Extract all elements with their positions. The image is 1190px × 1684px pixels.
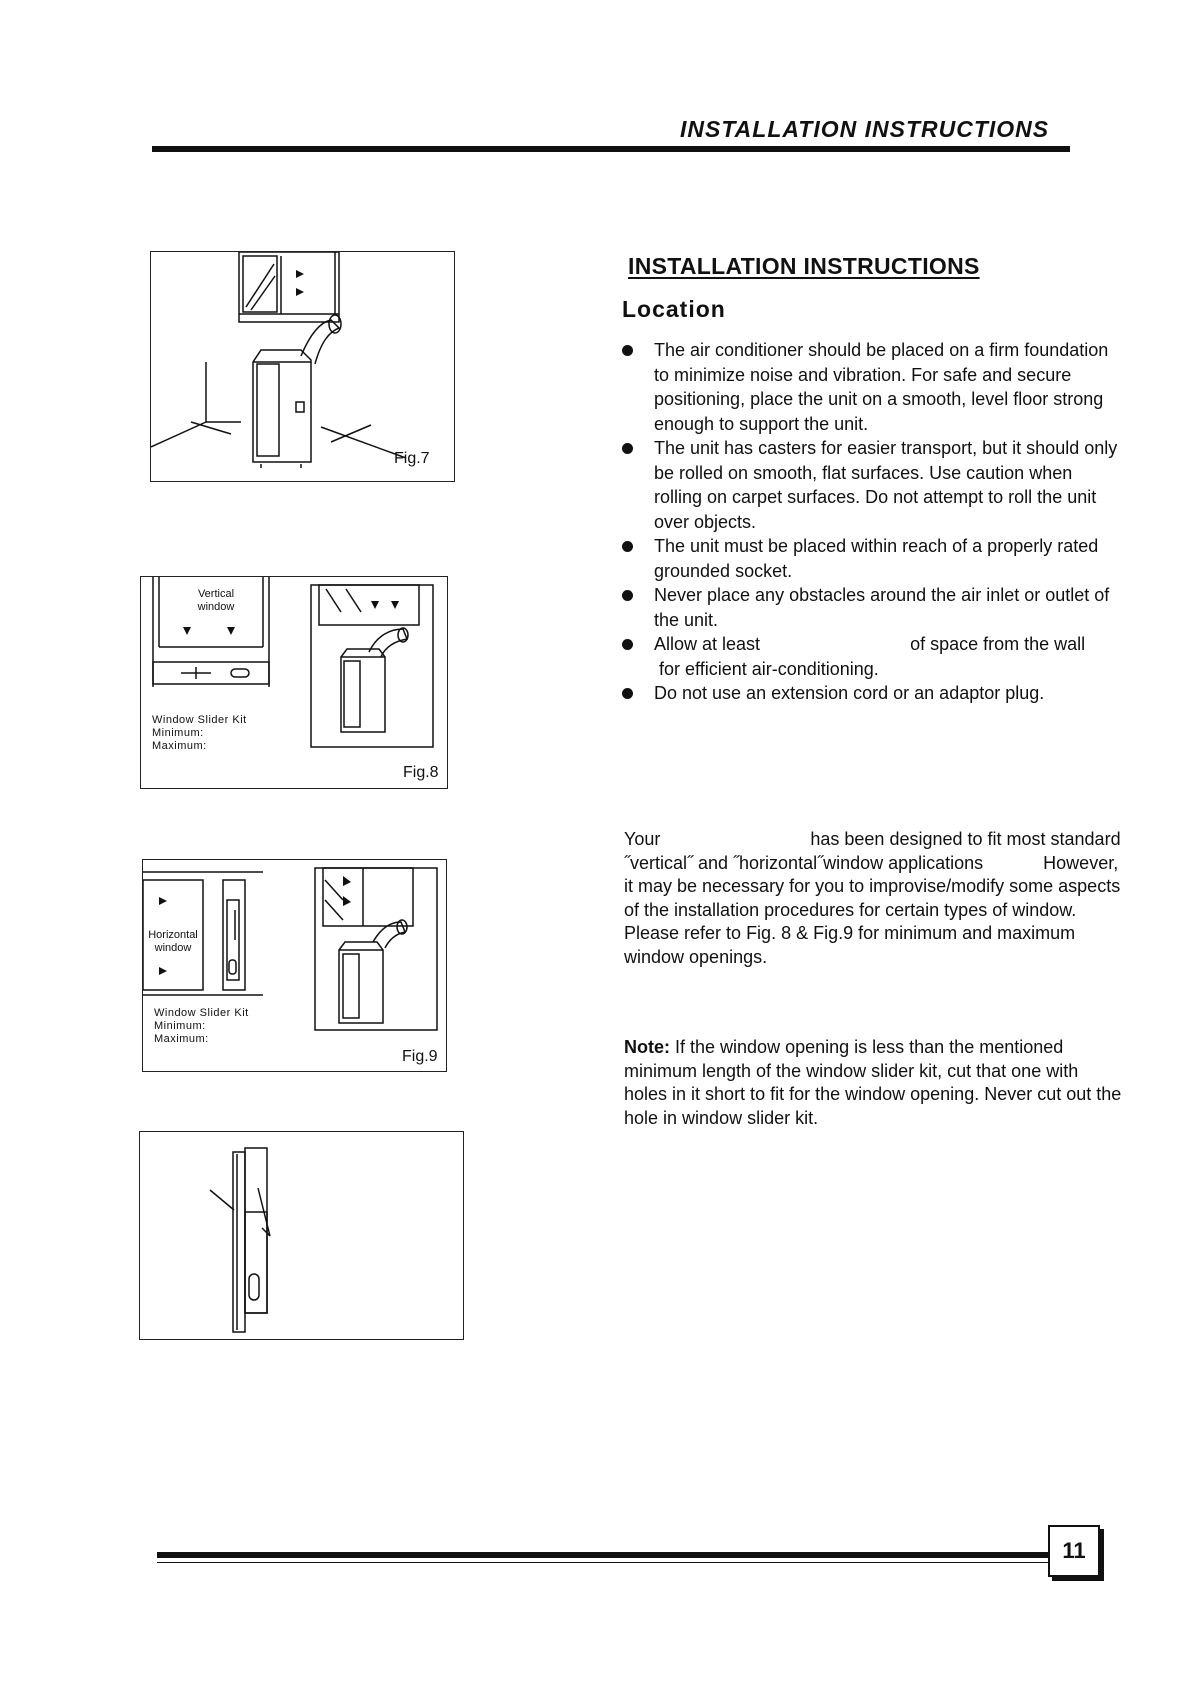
list-item <box>620 534 1120 583</box>
location-bullet-list <box>620 338 1120 706</box>
footer-divider-thin <box>157 1562 1055 1563</box>
bullet-icon <box>622 590 633 601</box>
bullet-icon <box>622 639 633 650</box>
page-header-title: INSTALLATION INSTRUCTIONS <box>680 116 1050 142</box>
section-title: INSTALLATION INSTRUCTIONS <box>628 253 980 279</box>
window-applications-paragraph <box>624 828 1124 969</box>
vertical-window-label <box>179 588 253 614</box>
kit-caption-line: Maximum: <box>152 740 207 752</box>
bullet-text: The unit must be placed within reach of a properly rated grounded socket. <box>654 536 1099 581</box>
bullet-icon <box>622 443 633 454</box>
horizontal-window-label-line1: Horizontal <box>148 929 198 941</box>
fig7-label: Fig.7 <box>394 450 430 467</box>
note-label: Note: <box>624 1037 670 1057</box>
vertical-window-label-line1: Vertical <box>197 588 235 600</box>
horizontal-window-label-line2: window <box>154 942 192 954</box>
page-number: 11 <box>1048 1525 1100 1577</box>
vertical-window-label-line2: window <box>197 601 235 613</box>
fig9-kit-caption <box>154 1007 249 1046</box>
list-item <box>620 436 1120 534</box>
bullet-text: Do not use an extension cord or an adaptor plug. <box>654 683 1045 703</box>
kit-caption-line: Maximum: <box>154 1033 209 1045</box>
section-subtitle: Location <box>622 296 726 322</box>
fig9-label: Fig.9 <box>402 1048 438 1065</box>
fig7-illustration <box>151 252 454 481</box>
list-item <box>620 338 1120 436</box>
header-divider <box>152 146 1070 152</box>
kit-caption-line: Window Slider Kit <box>154 1007 249 1019</box>
slider-kit-illustration <box>140 1132 463 1339</box>
figure-8 <box>140 576 448 789</box>
footer-divider <box>157 1552 1055 1558</box>
list-item <box>620 583 1120 632</box>
bullet-text: Never place any obstacles around the air inlet or outlet of the unit. <box>654 585 1110 630</box>
fig8-label: Fig.8 <box>403 764 439 781</box>
bullet-text-line2: for efficient air-conditioning. <box>659 658 879 679</box>
paragraph-part2: has been designed to fit most standard ˝vertical˝ and ˝horizontal˝window applications <box>624 829 1121 873</box>
figure-9 <box>142 859 447 1072</box>
list-item <box>620 681 1120 706</box>
note-paragraph <box>624 1036 1124 1130</box>
slider-kit-figure <box>139 1131 464 1340</box>
bullet-icon <box>622 688 633 699</box>
bullet-icon <box>622 345 633 356</box>
fig8-kit-caption <box>152 714 247 753</box>
figure-7 <box>150 251 455 482</box>
paragraph-part1: Your <box>624 829 661 849</box>
bullet-icon <box>622 541 633 552</box>
kit-caption-line: Window Slider Kit <box>152 714 247 726</box>
bullet-text: The unit has casters for easier transport, but it should only be rolled on smooth, flat surfaces. Use caution when rolling on carpet surfaces. Do not attempt to roll the unit over objects. <box>654 438 1118 532</box>
bullet-text-before: Allow at least <box>654 634 761 654</box>
kit-caption-line: Minimum: <box>154 1020 206 1032</box>
bullet-text-after: of space from the wall <box>910 634 1086 654</box>
list-item <box>620 632 1120 681</box>
bullet-text: The air conditioner should be placed on a firm foundation to minimize noise and vibration. For safe and secure positioning, place the unit on a smooth, level floor strong enough to support the unit. <box>654 340 1109 434</box>
kit-caption-line: Minimum: <box>152 727 204 739</box>
paragraph-part3: However, it may be necessary for you to improvise/modify some aspects of the installation procedures for certain types of window. Please refer to Fig. 8 & Fig.9 for minimum and maximum window openings. <box>624 852 1121 967</box>
horizontal-window-label <box>145 929 201 955</box>
note-text: If the window opening is less than the mentioned minimum length of the window slider kit, cut that one with holes in it short to fit for the window opening. Never cut out the hole in window slider kit. <box>624 1037 1122 1128</box>
